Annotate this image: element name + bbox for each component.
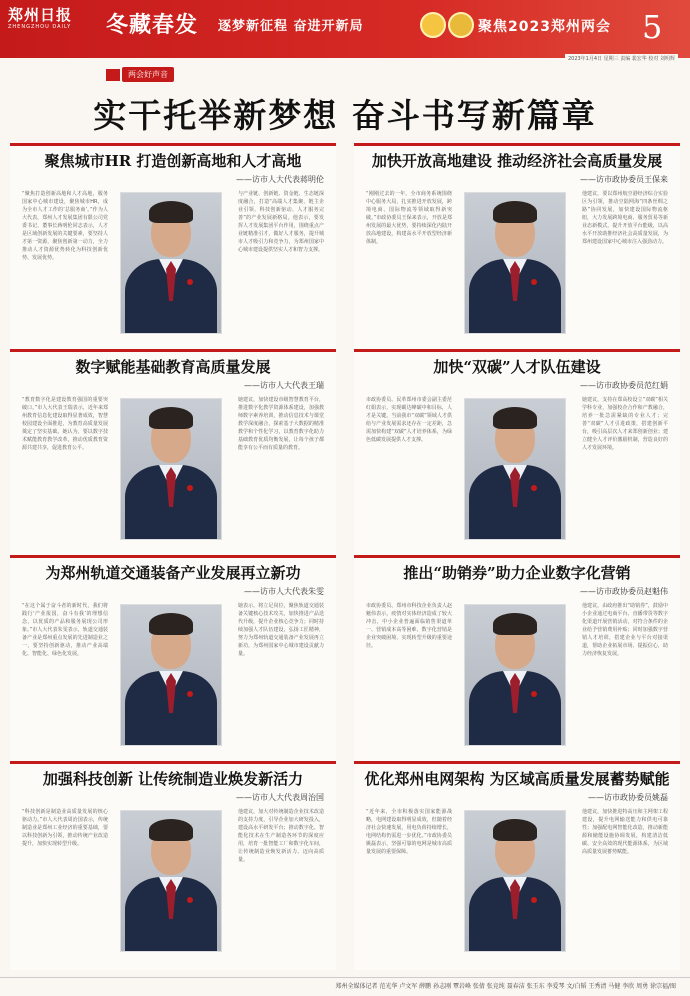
portrait-photo bbox=[464, 398, 566, 540]
portrait-photo bbox=[464, 604, 566, 746]
credits-footer: 郑州全媒体记者 范光华 卢文军 薛鹏 孙志刚 覃岩峰 张倩 张竞纯 聂春洁 张玉东 李爱琴 文/白韬 王秀清 马健 李欣 周勇 徐宗福/图 bbox=[0, 977, 690, 995]
story-text-right: 他建议，由政府推出“助销券”，鼓励中小企业通过电商平台、直播带货等数字化渠道开展营销活动，对符合条件的企业给予营销费用补贴；同时加强数字营销人才培训，搭建企业与平台对接渠道，帮助企业拓展市场、提振信心，助力经济恢复发展。 bbox=[582, 603, 668, 657]
story-text-right: 他建议，加快推进特高压和主网架工程建设，提升电网输送能力和供电可靠性；加强配电网智能化改造，推动新能源和储能设施协调发展，构建清洁低碳、安全高效的现代能源体系，为区域高质量发展蓄势赋能。 bbox=[582, 809, 668, 855]
story-card bbox=[10, 761, 336, 970]
story-title: 加快“双碳”人才队伍建设 bbox=[433, 358, 601, 376]
story-text-right: 他建议，加大对传统制造企业技术改造的支持力度，引导企业加大研发投入，建设高水平研发平台；推动数字化、智能化技术在生产制造各环节的深度应用，培育一批智能工厂和数字化车间，让传统制造业焕发新活力、迈向高质量。 bbox=[238, 809, 324, 863]
story-text-left: “刚刚过去的一年，全市商务系统围绕中心服务大局，扎实推进开放发展，跨境电商、国际物流等领域取得新突破。”市政协委员王保来表示，开放是郑州发展的最大优势，要持续深化内陆开放高地建设，构建高水平开放型经济新体制。 bbox=[366, 191, 452, 245]
portrait-photo bbox=[464, 192, 566, 334]
story-card bbox=[10, 555, 336, 764]
story-text-right: 与产业链、创新链、资金链、生态链深度融合，打造“高端人才集聚、链主企业引领、科技创新驱动、人才服务完善”的产业发展新格局。他表示，要发挥人才发展集团平台作用，围绕重点产业链精准引才，做好人才服务，提升城市人才吸引力和竞争力，为郑州国家中心城市建设提供坚实人才和智力支撑。 bbox=[238, 191, 324, 253]
story-text-left: “在这个属于奋斗者的新时代，我们将践行‘产业报国，奋斗有我’的理想信念，以优质的产品和服务展现公司形象。”市人大代表朱雯表示，轨道交通装备产业是郑州重点发展的先进制造业之一，要坚持创新驱动，推动产业高端化、智能化、绿色化发展。 bbox=[22, 603, 108, 657]
page-headline: 实干托举新梦想 奋斗书写新篇章 bbox=[93, 96, 597, 135]
dateline: 2023年1月4日 星期三 责编 裴宏华 校对 刘明辉 bbox=[565, 54, 678, 63]
story-card bbox=[10, 143, 336, 352]
story-title: 加强科技创新 让传统制造业焕发新活力 bbox=[42, 770, 304, 788]
paper-name-en: ZHENGZHOU DAILY bbox=[8, 24, 72, 30]
delegate-badge-icon bbox=[187, 691, 193, 697]
story-byline: ——访市人大代表周治国 bbox=[236, 793, 324, 802]
story-card bbox=[354, 761, 680, 970]
story-card bbox=[354, 349, 680, 558]
story-card bbox=[354, 143, 680, 352]
story-card bbox=[10, 349, 336, 558]
story-byline: ——访市人大代表王瑞 bbox=[244, 381, 324, 390]
masthead bbox=[0, 0, 690, 58]
story-byline: ——访市人大代表朱雯 bbox=[244, 587, 324, 596]
story-byline: ——访市政协委员范红娟 bbox=[580, 381, 668, 390]
delegate-badge-icon bbox=[531, 279, 537, 285]
flag-icon bbox=[106, 69, 120, 81]
story-title: 聚焦城市HR 打造创新高地和人才高地 bbox=[44, 152, 302, 170]
slogan-main: 冬藏春发 bbox=[106, 12, 199, 38]
story-text-right: 他建议，要以郑州航空港经济综合实验区为引领，推动空陆网海“四条丝绸之路”协同发展，加快建设国际物流枢纽，大力发展跨境电商、服务贸易等新业态新模式，提升开放平台能级，以高水平开放助推经济社会高质量发展，为郑州建设国家中心城市注入强劲动力。 bbox=[582, 191, 668, 245]
portrait-photo bbox=[120, 398, 222, 540]
event-title: 聚焦2023郑州两会 bbox=[478, 19, 611, 35]
portrait-photo bbox=[120, 604, 222, 746]
story-text-left: “聚焦打造创新高地和人才高地，服务国家中心城市建设，聚焦城市HR，成为全市人才工作的‘总服务商’。”作为人大代表，郑州人才发展集团有限公司党委书记、董事长蒋明伦同志表示，人才是区域创新发展的关键要素，要坚持人才第一资源，聚焦创新第一动力，全力推动人才资源优势转化为科技创新优势、发展优势。 bbox=[22, 191, 108, 261]
story-byline: ——访市政协委员赵魁伟 bbox=[580, 587, 668, 596]
section-tag-label: 两会好声音 bbox=[122, 67, 174, 82]
story-title: 优化郑州电网架构 为区域高质量发展蓄势赋能 bbox=[364, 770, 670, 788]
story-byline: ——访市政协委员王保来 bbox=[580, 175, 668, 184]
story-text-right: 她建议，支持在郑高校设立“双碳”相关学科专业，加强校企合作和产教融合，培养一批急需紧缺的专业人才；完善“双碳”人才引进政策，搭建创新平台，吸引高层次人才来郑创新创业；建立健全人才评价激励机制，营造良好的人才发展环境。 bbox=[582, 397, 668, 451]
section-tag bbox=[106, 67, 174, 82]
story-card bbox=[354, 555, 680, 764]
cppcc-emblem-icon bbox=[448, 12, 474, 38]
story-text-left: “科技创新是制造业高质量发展的核心驱动力。”市人大代表周治国表示，传统制造业是郑州工业经济的重要基础，要以科技创新为引领，推动传统产业改造提升，加快实现转型升级。 bbox=[22, 809, 108, 847]
portrait-photo bbox=[120, 810, 222, 952]
story-byline: ——访市人大代表蒋明伦 bbox=[236, 175, 324, 184]
story-text-left: 市政协委员、郑州市科技企业负责人赵魁伟表示，疫情对实体经济造成了较大冲击，中小企业普遍面临销售渠道单一、营销成本高等困难，数字化营销是企业突破困境、实现转型升级的重要途径。 bbox=[366, 603, 452, 649]
delegate-badge-icon bbox=[531, 897, 537, 903]
story-text-left: “近年来，全市积极落实国家能源战略，电网建设取得明显成效，但随着经济社会快速发展，用电负荷持续增长，电网结构仍需进一步优化。”市政协委员姚磊表示，坚强可靠的电网是城市高质量发展的重要保障。 bbox=[366, 809, 452, 855]
delegate-badge-icon bbox=[531, 691, 537, 697]
story-byline: ——访市政协委员姚磊 bbox=[588, 793, 668, 802]
story-title: 加快开放高地建设 推动经济社会高质量发展 bbox=[371, 152, 663, 170]
slogan-sub: 逐梦新征程 奋进开新局 bbox=[218, 19, 364, 34]
story-text-right: 她建议，加快建设市级智慧教育平台，推进数字化教学资源体系建设，加强教师数字素养培训，推动信息技术与课堂教学深度融合，探索基于大数据的精准教学和个性化学习，以教育数字化助力基础教育优质均衡发展，让每个孩子都能享有公平而有质量的教育。 bbox=[238, 397, 324, 451]
story-text-right: 她表示，将立足岗位，聚焦轨道交通装备关键核心技术攻关，加快推进产品迭代升级，提升企业核心竞争力；同时持续加强人才队伍建设，弘扬工匠精神，努力为郑州轨道交通装备产业发展再立新功，为郑州国家中心城市建设贡献力量。 bbox=[238, 603, 324, 657]
delegate-badge-icon bbox=[187, 279, 193, 285]
page-number: 5 bbox=[642, 8, 663, 46]
national-emblem-icon bbox=[420, 12, 446, 38]
paper-name: 郑州日报 bbox=[8, 6, 73, 24]
story-title: 数字赋能基础教育高质量发展 bbox=[75, 358, 271, 376]
story-text-left: 市政协委员、民革郑州市委会副主委范红娟表示，实现碳达峰碳中和目标，人才是关键。当前我市“双碳”领域人才供给与产业发展需求还存在一定差距，急需加快构建“双碳”人才培养体系，为绿色低碳发展提供人才支撑。 bbox=[366, 397, 452, 443]
portrait-photo bbox=[464, 810, 566, 952]
delegate-badge-icon bbox=[531, 485, 537, 491]
portrait-photo bbox=[120, 192, 222, 334]
delegate-badge-icon bbox=[187, 485, 193, 491]
delegate-badge-icon bbox=[187, 897, 193, 903]
story-title: 为郑州轨道交通装备产业发展再立新功 bbox=[45, 564, 301, 582]
story-title: 推出“助销券”助力企业数字化营销 bbox=[403, 564, 631, 582]
story-text-left: “教育数字化是建设教育强国的重要突破口。”市人大代表王瑞表示，近年来郑州教育信息化建设取得显著成效，智慧校园建设全面推进，为教育高质量发展奠定了坚实基础。她认为，要以数字技术赋能教育教学改革，推动优质教育资源共建共享，促进教育公平。 bbox=[22, 397, 108, 451]
